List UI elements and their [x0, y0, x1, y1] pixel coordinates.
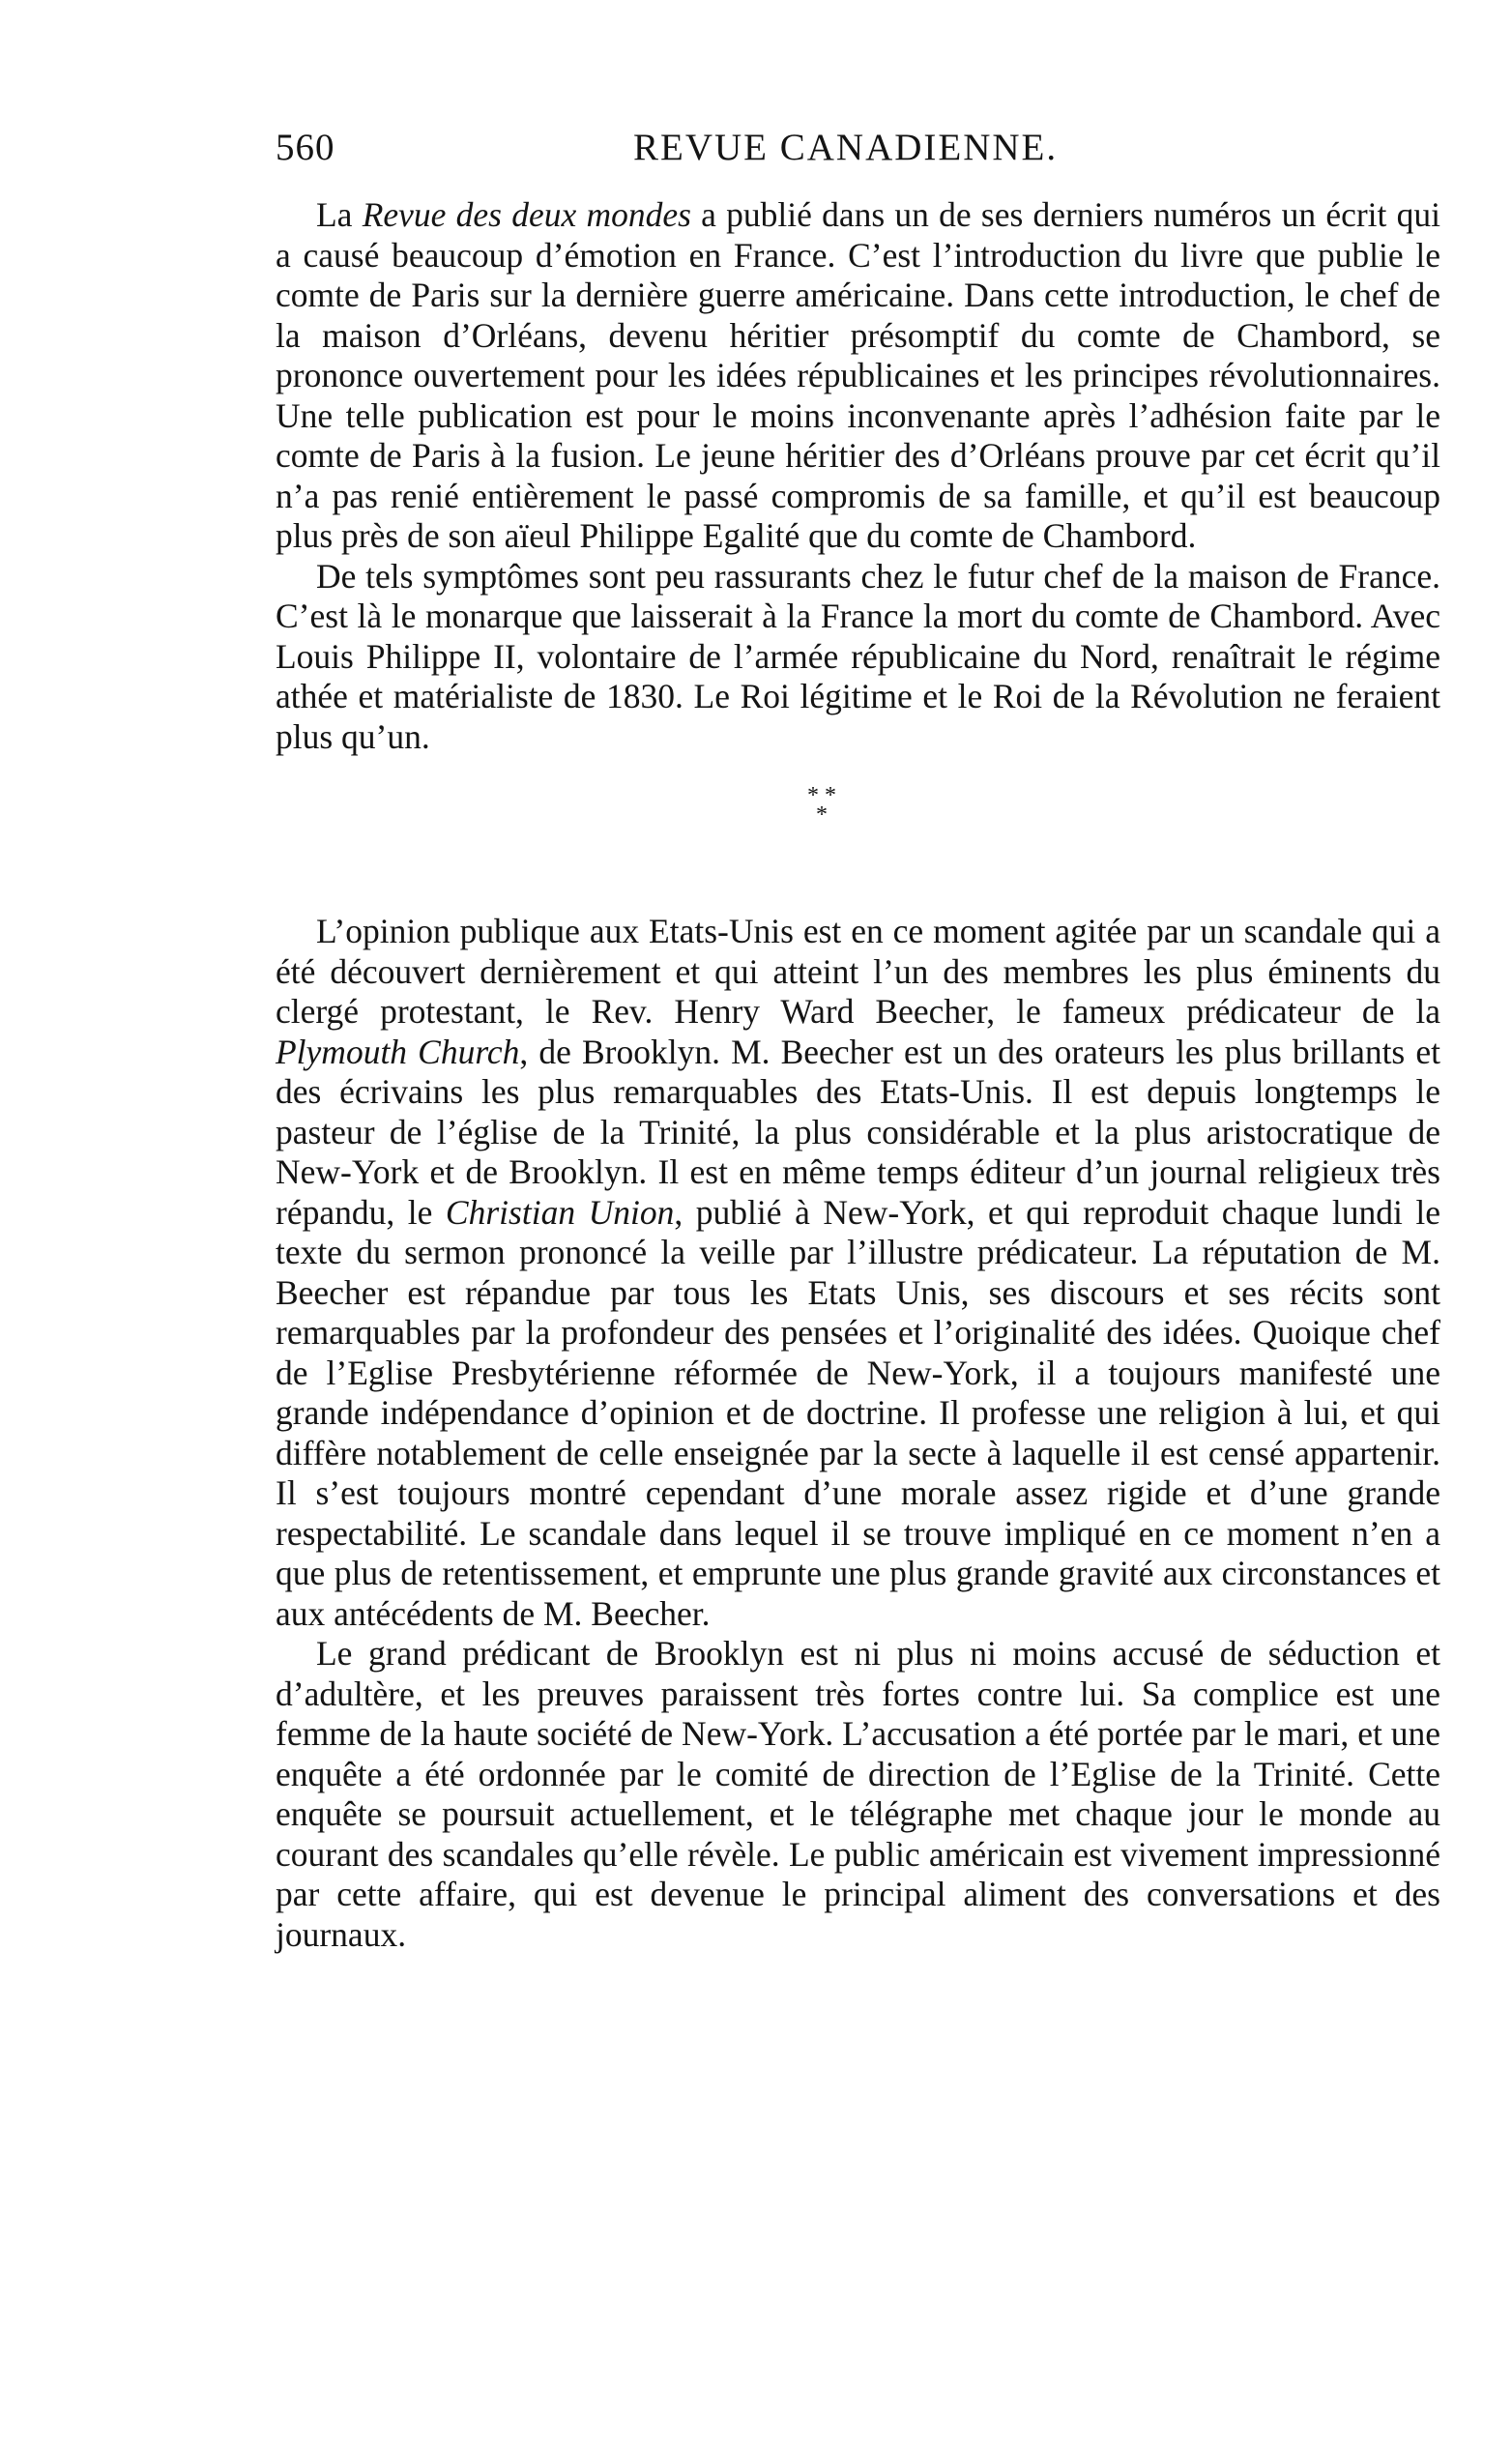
- paragraph-beecher-scandal: [276, 912, 1440, 1634]
- asterism-top: * *: [807, 783, 836, 808]
- paragraph-text: La: [316, 195, 363, 234]
- running-head: [276, 126, 1440, 178]
- italic-journal-name: Christian Union: [445, 1192, 675, 1232]
- paragraph-text: a publié dans un de ses derniers numéros un écrit qui a causé beaucoup d’émotion en France. C’est l’introduction du livre que publie le comte de Paris sur la dernière guerre américaine. Dans cette introduction, le chef de la maison d’Orléans, devenu héritier présomptif du comte de Chambord, se prononce ouvertement pour les idées républicaines et les principes révolutionnaires. Une telle publication est pour le moins inconvenante après l’adhésion faite par le comte de Paris à la fusion. Le jeune héritier des d’Orléans prouve par cet écrit qu’il n’a pas renié entièrement le passé compromis de sa famille, et qu’il est beaucoup plus près de son aïeul Philippe Egalité que du comte de Chambord.: [276, 195, 1440, 555]
- asterism: [793, 783, 851, 828]
- italic-title: Revue des deux mondes: [362, 195, 691, 234]
- paragraph-symptomes: De tels symptômes sont peu rassurants chez le futur chef de la maison de France. C’est là le monarque que laisserait à la France la mort du comte de Chambord. Avec Louis Philippe II, volontaire de l’armée républicaine du Nord, renaîtrait le régime athée et matérialiste de 1830. Le Roi légitime et le Roi de la Révolution ne feraient plus qu’un.: [276, 556, 1440, 756]
- asterism-bottom: *: [816, 802, 828, 828]
- page-number: 560: [276, 127, 335, 168]
- book-page: [276, 126, 1440, 1955]
- paragraph-text: L’opinion publique aux Etats-Unis est en ce moment agitée par un scandale qui a été découvert dernièrement et qui atteint l’un des membres les plus éminents du clergé protestant, le Rev. Henry Ward Beecher, le fameux prédicateur de la: [276, 912, 1440, 1031]
- italic-church-name: Plymouth Church: [276, 1032, 520, 1071]
- article-body: [276, 195, 1440, 1955]
- paragraph-accusation: Le grand prédicant de Brooklyn est ni plus ni moins accusé de séduction et d’adultère, et les preuves paraissent très fortes contre lui. Sa complice est une femme de la haute société de New-York. L’accusation a été portée par le mari, et une enquête a été ordonnée par le comité de direction de l’Eglise de la Trinité. Cette enquête se poursuit actuellement, et le télégraphe met chaque jour le monde au courant des scandales qu’elle révèle. Le public américain est vivement impressionné par cette affaire, qui est devenue le principal aliment des conversations et des journaux.: [276, 1634, 1440, 1954]
- paragraph-text: , de Brooklyn. M. Beecher est un des orateurs les plus brillants et des écrivains les plus remarquables des Etats-Unis. Il est depuis longtemps le pasteur de l’église de la Trinité, la plus considérable et la plus aristocratique de New-York et de Brooklyn. Il est en même temps éditeur d’un journal religieux très répandu, le: [276, 1032, 1440, 1232]
- paragraph-comte-de-paris: [276, 195, 1440, 557]
- paragraph-text: , publié à New-York, et qui reproduit chaque lundi le texte du sermon prononcé la veille par l’illustre prédicateur. La réputation de M. Beecher est répandue par tous les Etats Unis, ses discours et ses récits sont remarquables par la profondeur des pensées et l’originalité des idées. Quoique chef de l’Eglise Presbytérienne réformée de New-York, il a toujours manifesté une grande indépendance d’opinion et de doctrine. Il professe une religion à lui, et qui diffère notablement de celle enseignée par la secte à laquelle il est censé appartenir. Il s’est toujours montré cependant d’une morale assez rigide et d’une grande respectabilité. Le scandale dans lequel il se trouve impliqué en ce moment n’en a que plus de retentissement, et emprunte une plus grande gravité aux circonstances et aux antécédents de M. Beecher.: [276, 1192, 1440, 1633]
- section-separator: [276, 776, 1440, 892]
- journal-title: REVUE CANADIENNE.: [633, 127, 1059, 168]
